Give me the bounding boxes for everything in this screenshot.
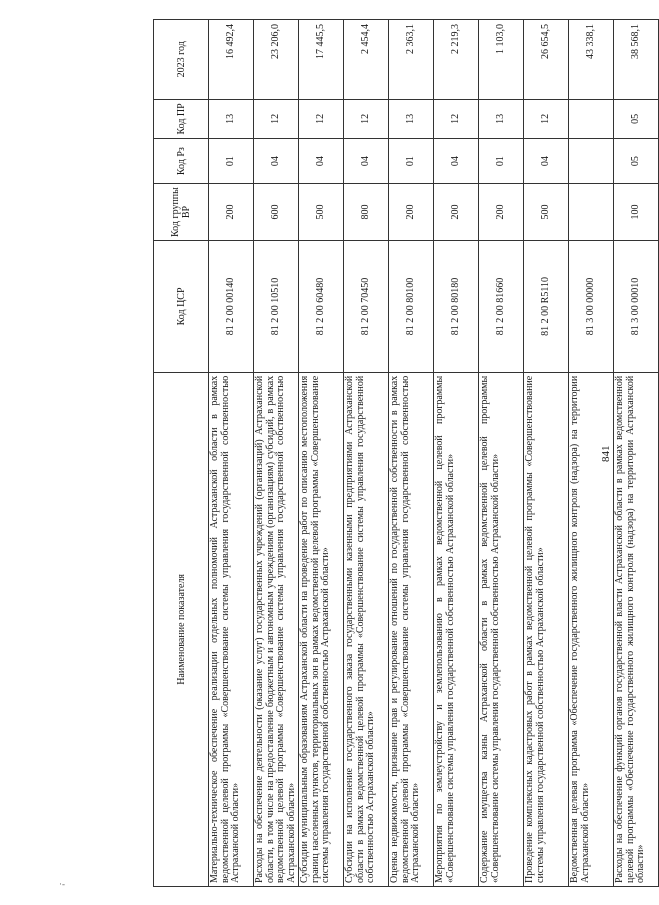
cell-rz: 04 <box>299 139 344 184</box>
cell-name: Субсидии муниципальным образованиям Астраханской области на проведение работ по описанию местоположения границ населенных пунктов, территориальных зон в рамках ведомственной целевой программы «Совершенствование системы управления государственной собственностью Астраханской области» <box>299 372 344 886</box>
table-row <box>479 20 524 887</box>
table-row <box>299 20 344 887</box>
cell-csr: 81 3 00 00000 <box>569 241 614 373</box>
cell-pr: 12 <box>524 99 569 139</box>
cell-name: Оценка недвижимости, признание прав и регулирование отношений по государственной собственности в рамках ведомственной целевой программы «Совершенствование системы управления государственной собственностью Астраханской области» <box>389 372 434 886</box>
margin-marks: ·- <box>59 879 65 889</box>
page-number: 841 <box>600 445 612 462</box>
cell-vr: 100 <box>614 183 659 240</box>
cell-pr: 12 <box>299 99 344 139</box>
table-row <box>614 20 659 887</box>
cell-rz: 05 <box>614 139 659 184</box>
budget-table <box>153 19 659 887</box>
cell-rz: 01 <box>389 139 434 184</box>
cell-name: Мероприятия по землеустройству и землепользованию в рамках ведомственной целевой программы «Совершенствование системы управления государственной собственностью Астраханской области» <box>434 372 479 886</box>
cell-name: Расходы на обеспечение деятельности (оказание услуг) государственных учреждений (организаций) Астраханской области, в том числе на предоставление бюджетным и автономным учреждениям (организациям) субсидий, в рамках ведомственной целевой программы «Совершенствование системы управления государственной собственностью Астраханской области» <box>254 372 299 886</box>
cell-rz: 04 <box>434 139 479 184</box>
table-row <box>434 20 479 887</box>
cell-name: Материально-техническое обеспечение реализации отдельных полномочий Астраханской области в рамках ведомственной целевой программы «Совершенствование системы управления государственной собственностью Астраханской области» <box>209 372 254 886</box>
cell-amount: 2 363,1 <box>389 20 434 100</box>
cell-amount: 23 206,0 <box>254 20 299 100</box>
cell-amount: 38 568,1 <box>614 20 659 100</box>
cell-vr: 200 <box>209 183 254 240</box>
cell-amount: 1 103,0 <box>479 20 524 100</box>
cell-pr: 13 <box>209 99 254 139</box>
cell-rz: 04 <box>254 139 299 184</box>
cell-amount: 16 492,4 <box>209 20 254 100</box>
cell-name: Содержание имущества казны Астраханской области в рамках ведомственной целевой программы «Совершенствование системы управления государственной собственностью Астраханской области» <box>479 372 524 886</box>
cell-rz: 01 <box>479 139 524 184</box>
cell-csr: 81 3 00 00010 <box>614 241 659 373</box>
cell-name: Проведение комплексных кадастровых работ в рамках ведомственной целевой программы «Совершенствование системы управления государственной собственностью Астраханской области» <box>524 372 569 886</box>
cell-vr: 800 <box>344 183 389 240</box>
table-row <box>254 20 299 887</box>
table-row <box>569 20 614 887</box>
cell-amount: 43 338,1 <box>569 20 614 100</box>
header-row <box>154 20 209 887</box>
header-rz: Код Рз <box>154 139 209 184</box>
cell-pr: 13 <box>479 99 524 139</box>
cell-pr: 12 <box>344 99 389 139</box>
cell-csr: 81 2 00 80180 <box>434 241 479 373</box>
cell-amount: 17 445,5 <box>299 20 344 100</box>
cell-amount: 2 219,3 <box>434 20 479 100</box>
table-row <box>389 20 434 887</box>
cell-pr: 12 <box>254 99 299 139</box>
cell-csr: 81 2 00 00140 <box>209 241 254 373</box>
cell-rz <box>569 139 614 184</box>
cell-vr: 600 <box>254 183 299 240</box>
header-year: 2023 год <box>154 20 209 100</box>
cell-pr: 13 <box>389 99 434 139</box>
cell-pr <box>569 99 614 139</box>
cell-csr: 81 2 00 60480 <box>299 241 344 373</box>
cell-csr: 81 2 00 81660 <box>479 241 524 373</box>
cell-name: Ведомственная целевая программа «Обеспечение государственного жилищного контроля (надзора) на территории Астраханской области» <box>569 372 614 886</box>
cell-name: Субсидии на исполнение государственного заказа государственными казенными предприятиями Астраханской области в рамках ведомственной целевой программы «Совершенствование системы управления государственной собственностью Астраханской области» <box>344 372 389 886</box>
cell-amount: 2 454,4 <box>344 20 389 100</box>
cell-csr: 81 2 00 80100 <box>389 241 434 373</box>
cell-vr <box>569 183 614 240</box>
table-row <box>524 20 569 887</box>
table-row <box>344 20 389 887</box>
header-csr: Код ЦСР <box>154 241 209 373</box>
cell-vr: 200 <box>479 183 524 240</box>
header-name: Наименование показателя <box>154 372 209 886</box>
cell-pr: 05 <box>614 99 659 139</box>
table-row <box>209 20 254 887</box>
cell-name: Расходы на обеспечение функций органов государственной власти Астраханской области в рамках ведомственной целевой программы «Обеспечение государственного жилищного контроля (надзора) на территории Астраханской области» <box>614 372 659 886</box>
cell-rz: 01 <box>209 139 254 184</box>
cell-vr: 200 <box>389 183 434 240</box>
cell-pr: 12 <box>434 99 479 139</box>
cell-amount: 26 654,5 <box>524 20 569 100</box>
cell-rz: 04 <box>344 139 389 184</box>
header-vr: Код группы ВР <box>154 183 209 240</box>
cell-csr: 81 2 00 70450 <box>344 241 389 373</box>
cell-csr: 81 2 00 10510 <box>254 241 299 373</box>
cell-vr: 500 <box>524 183 569 240</box>
header-pr: Код ПР <box>154 99 209 139</box>
cell-csr: 81 2 00 R5110 <box>524 241 569 373</box>
cell-rz: 04 <box>524 139 569 184</box>
cell-vr: 200 <box>434 183 479 240</box>
cell-vr: 500 <box>299 183 344 240</box>
